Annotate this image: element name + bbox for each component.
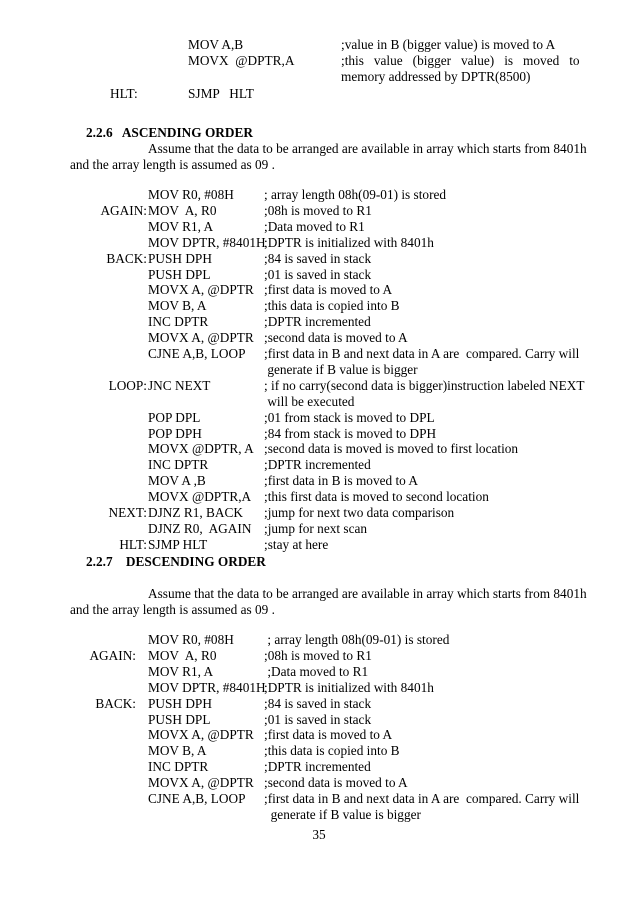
code-instruction: DJNZ R0, AGAIN [148, 520, 252, 536]
code-instruction: MOVX A, @DPTR [148, 727, 254, 743]
code-comment: ;value in B (bigger value) is moved to A [341, 37, 556, 52]
code-instruction: MOV DPTR, #8401H [148, 679, 266, 695]
code-comment: ;first data is moved to A [264, 727, 393, 743]
code-comment: ;84 is saved in stack [264, 695, 372, 711]
code-label: AGAIN: [100, 202, 147, 218]
code-comment: generate if B value is bigger [264, 361, 418, 377]
code-comment: ;this first data is moved to second location [264, 489, 489, 505]
code-instruction: MOVX A, @DPTR [148, 282, 254, 298]
code-label: BACK: [106, 250, 147, 266]
code-instruction: PUSH DPL [148, 711, 211, 727]
code-label: NEXT: [108, 505, 147, 520]
code-comment: ;01 from stack is moved to DPL [264, 409, 435, 425]
code-comment: ;second data is moved is moved to first location [264, 441, 519, 457]
code-instruction: POP DPH [148, 425, 202, 441]
code-instruction: MOVX @DPTR, A [148, 441, 254, 457]
code-label: BACK: [95, 695, 136, 711]
paragraph-line: Assume that the data to be arranged are available in array which starts from 8401h [148, 586, 587, 601]
code-instruction: MOV A, R0 [148, 202, 217, 218]
code-instruction: INC DPTR [148, 457, 209, 473]
code-comment: ;01 is saved in stack [264, 266, 372, 282]
code-instruction: MOVX @DPTR,A [188, 53, 295, 68]
code-instruction: MOV B, A [148, 298, 207, 314]
code-instruction: JNC NEXT [148, 377, 211, 393]
code-line [188, 37, 555, 52]
section-heading-ascending: 2.2.6 ASCENDING ORDER [86, 125, 253, 140]
code-instruction: MOV R1, A [148, 663, 214, 679]
code-instruction: MOV R0, #08H [148, 632, 234, 647]
code-instruction: MOV A ,B [148, 473, 206, 489]
code-instruction: MOVX A, @DPTR [148, 330, 254, 346]
code-instruction: PUSH DPL [148, 266, 211, 282]
code-line [341, 69, 530, 84]
code-comment: ;DPTR incremented [264, 314, 371, 330]
paragraph-line: and the array length is assumed as 09 . [70, 157, 275, 172]
code-instruction: INC DPTR [148, 314, 209, 330]
code-instruction: PUSH DPH [148, 250, 212, 266]
code-instruction: MOV R0, #08H [148, 187, 234, 202]
code-label: HLT: [119, 536, 147, 552]
code-instruction: MOVX A, @DPTR [148, 775, 254, 791]
code-comment: ;DPTR incremented [264, 457, 371, 473]
code-instruction: MOV DPTR, #8401H [148, 234, 266, 250]
code-comment: ;Data moved to R1 [264, 218, 365, 234]
code-comment: ;first data in B and next data in A are compared. Carry will [264, 791, 580, 806]
code-label: HLT: [110, 86, 138, 101]
code-comment: ;Data moved to R1 [264, 663, 369, 679]
code-instruction: POP DPL [148, 409, 201, 425]
code-instruction: MOV A, R0 [148, 647, 217, 663]
code-comment: ;84 is saved in stack [264, 250, 372, 266]
code-instruction: SJMP HLT [148, 536, 208, 552]
code-comment: ;DPTR is initialized with 8401h [264, 679, 434, 695]
paragraph-line: Assume that the data to be arranged are available in array which starts from 8401h [148, 141, 587, 156]
code-comment: ;84 from stack is moved to DPH [264, 425, 437, 441]
code-comment: ;08h is moved to R1 [264, 202, 372, 218]
code-comment: ;DPTR incremented [264, 759, 371, 775]
page-number: 35 [312, 827, 326, 842]
code-comment: will be executed [264, 393, 355, 409]
code-comment: ;DPTR is initialized with 8401h [264, 234, 434, 250]
code-comment: ;first data in B and next data in A are compared. Carry will [264, 346, 580, 361]
code-instruction: CJNE A,B, LOOP [148, 346, 246, 361]
code-line [188, 53, 580, 68]
code-instruction: MOV B, A [148, 743, 207, 759]
code-comment: ;this value (bigger value) is moved to [341, 53, 580, 68]
code-comment: ; array length 08h(09-01) is stored [264, 632, 450, 647]
code-comment: ;second data is moved to A [264, 775, 408, 791]
code-instruction: MOV A,B [188, 37, 244, 52]
code-instruction: PUSH DPH [148, 695, 212, 711]
code-comment: ;stay at here [264, 536, 329, 552]
code-comment: ;this data is copied into B [264, 298, 400, 314]
code-comment: ;jump for next two data comparison [264, 505, 455, 520]
code-instruction: SJMP HLT [188, 86, 254, 101]
code-instruction: INC DPTR [148, 759, 209, 775]
paragraph-line: and the array length is assumed as 09 . [70, 602, 275, 617]
code-comment: ;first data in B is moved to A [264, 473, 419, 489]
code-label: AGAIN: [89, 647, 136, 663]
code-instruction: MOVX @DPTR,A [148, 489, 252, 505]
code-comment: ;01 is saved in stack [264, 711, 372, 727]
code-comment: ;this data is copied into B [264, 743, 400, 759]
code-comment: ;first data is moved to A [264, 282, 393, 298]
code-comment: ; array length 08h(09-01) is stored [264, 187, 447, 202]
code-comment: memory addressed by DPTR(8500) [341, 69, 531, 84]
code-comment: ;jump for next scan [264, 520, 368, 536]
section-heading-descending: 2.2.7 DESCENDING ORDER [86, 554, 266, 569]
code-comment: ;08h is moved to R1 [264, 647, 372, 663]
code-label: LOOP: [108, 377, 147, 393]
code-instruction: CJNE A,B, LOOP [148, 791, 246, 806]
code-comment: ; if no carry(second data is bigger)instruction labeled NEXT [264, 377, 585, 393]
code-comment: generate if B value is bigger [264, 806, 421, 822]
code-comment: ;second data is moved to A [264, 330, 408, 346]
code-instruction: DJNZ R1, BACK [148, 505, 243, 520]
code-instruction: MOV R1, A [148, 218, 214, 234]
code-line [110, 86, 254, 101]
